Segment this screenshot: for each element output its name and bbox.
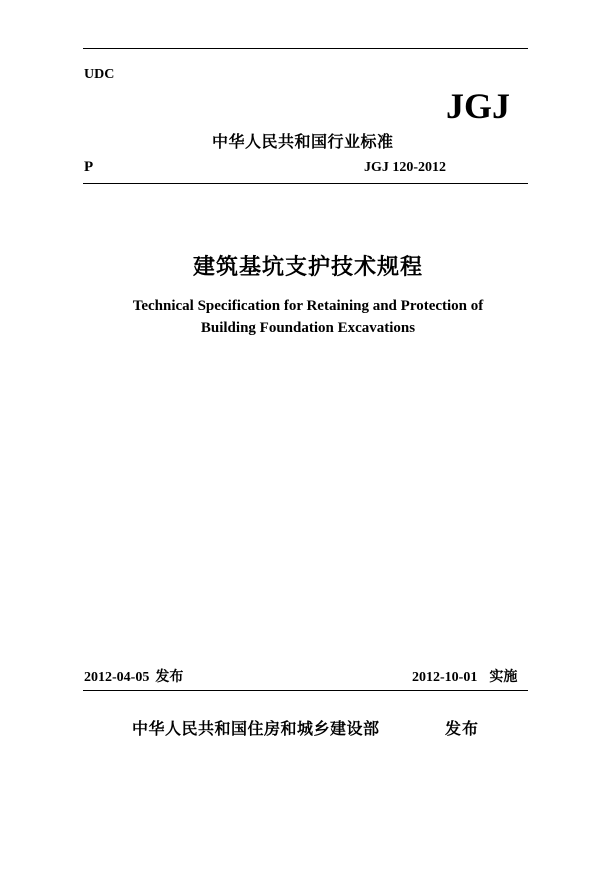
industry-standard-label: 中华人民共和国行业标准 bbox=[212, 132, 394, 151]
series-code: JGJ bbox=[446, 86, 511, 126]
udc-label: UDC bbox=[84, 67, 115, 82]
classification-code: P bbox=[84, 159, 94, 175]
english-title-line-1: Technical Specification for Retaining and Protection of bbox=[132, 298, 484, 314]
footer-rule bbox=[83, 690, 528, 691]
document-title-chinese: 建筑基坑支护技术规程 bbox=[192, 255, 423, 280]
header-rule bbox=[83, 183, 528, 184]
english-title-line-2: Building Foundation Excavations bbox=[200, 320, 416, 336]
implement-date: 2012-10-01 bbox=[412, 670, 478, 685]
standard-number: JGJ 120-2012 bbox=[364, 160, 447, 175]
implement-label: 实施 bbox=[489, 669, 518, 685]
implement-date-block bbox=[412, 666, 517, 686]
publisher-name: 中华人民共和国住房和城乡建设部 bbox=[132, 719, 380, 738]
issue-date-block bbox=[84, 666, 183, 686]
top-rule bbox=[83, 48, 528, 49]
document-title-english bbox=[0, 295, 616, 339]
issue-date: 2012-04-05 bbox=[84, 670, 150, 685]
publish-label: 发布 bbox=[445, 719, 480, 738]
issue-label: 发布 bbox=[155, 669, 184, 685]
